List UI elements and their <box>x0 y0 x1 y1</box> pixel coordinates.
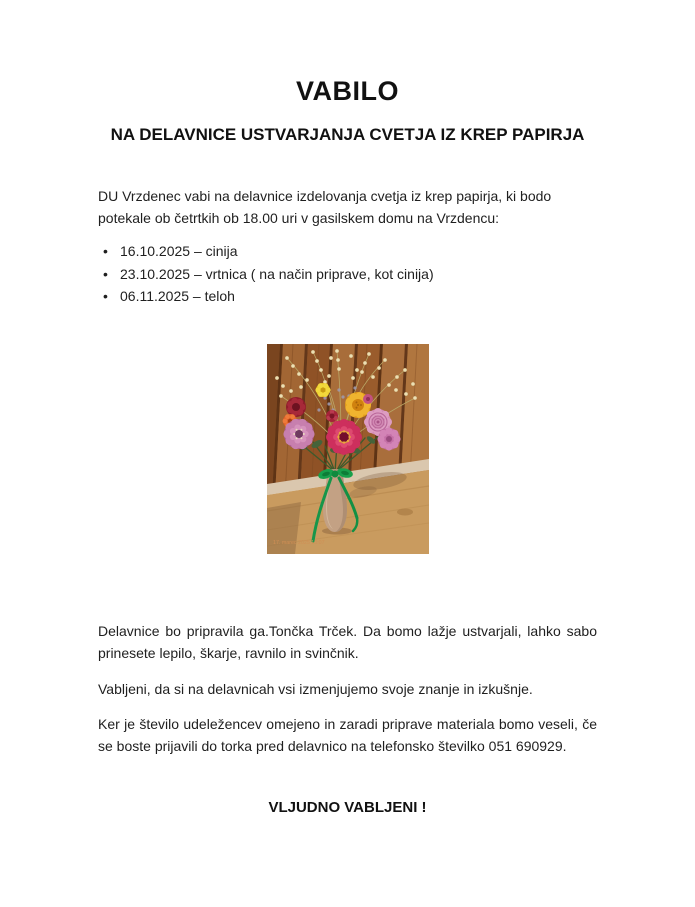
bouquet-photo-container <box>98 344 597 554</box>
list-item-text: 23.10.2025 – vrtnica ( na način priprave, kot cinija) <box>120 265 434 282</box>
list-item <box>103 263 597 286</box>
instructor-paragraph: Delavnice bo pripravila ga.Tončka Trček. Da bomo lažje ustvarjali, lahko sabo prinesete lepilo, škarje, ravnilo in svinčnik. <box>98 622 597 661</box>
bullet-icon: • <box>103 265 108 282</box>
bouquet-photo <box>267 344 429 554</box>
photo-timestamp: 17. marec 2025 10:07 <box>272 539 325 546</box>
list-item <box>103 240 597 263</box>
list-item-text: 16.10.2025 – cinija <box>120 243 238 259</box>
small-pink-flower <box>363 394 373 404</box>
page-subtitle: NA DELAVNICE USTVARJANJA CVETJA IZ KREP PAPIRJA <box>110 125 585 144</box>
workshop-schedule-list <box>98 240 597 308</box>
signup-paragraph: Ker je število udeležencev omejeno in zaradi priprave materiala bomo veseli, če se boste prijavili do torka pred delavnico na telefonsko številko 051 690929. <box>98 715 597 754</box>
list-item <box>103 285 597 308</box>
bullet-icon: • <box>103 243 108 259</box>
dark-red-flower <box>286 397 306 417</box>
pink-carnation-flower <box>377 427 400 450</box>
violet-zinnia-flower <box>283 418 314 448</box>
sharing-paragraph: Vabljeni, da si na delavnicah vsi izmenjujemo svoje znanje in izkušnje. <box>98 680 533 697</box>
page-title: VABILO <box>296 76 399 106</box>
intro-paragraph: DU Vrzdenec vabi na delavnice izdelovanja cvetja iz krep papirja, ki bodo potekale ob četrtkih ob 18.00 uri v gasilskem domu na Vrzdencu: <box>98 188 552 226</box>
bullet-icon: • <box>103 288 108 304</box>
closing-line: VLJUDNO VABLJENI ! <box>268 798 427 816</box>
list-item-text: 06.11.2025 – teloh <box>120 288 235 304</box>
